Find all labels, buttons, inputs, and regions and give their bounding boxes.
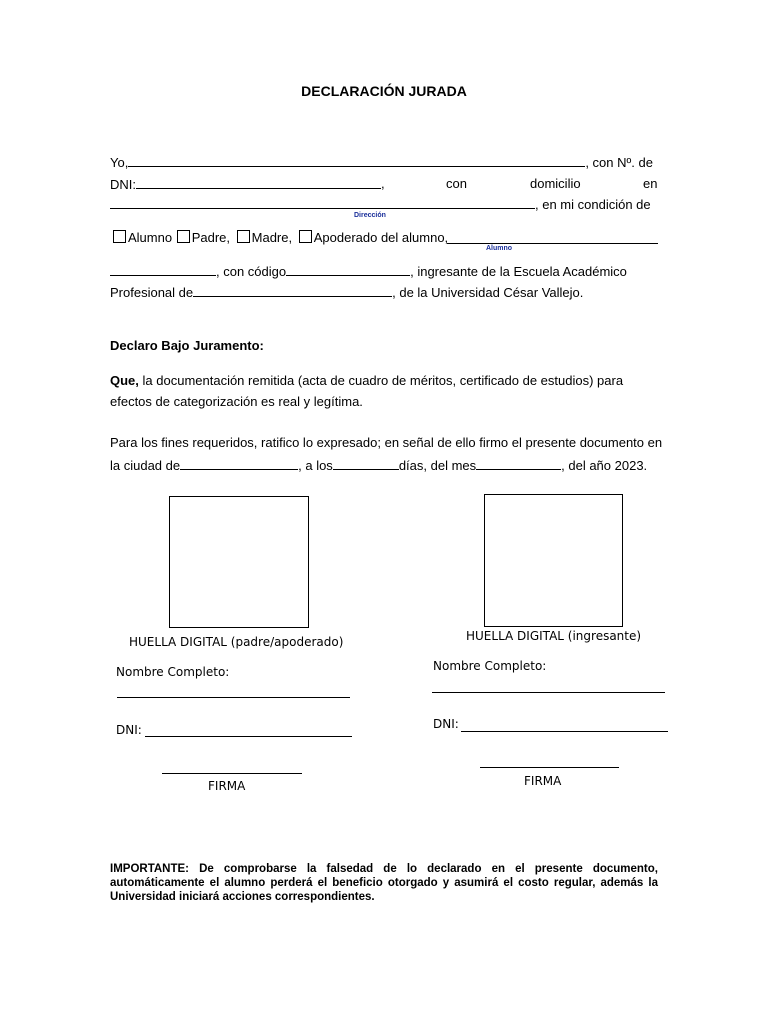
ciudad-field[interactable] [180,457,298,470]
padre-label: Padre, [191,230,231,245]
condition-options [113,230,448,245]
codigo-label: , con código [216,264,287,279]
con-no-label: , con Nº. de [585,155,653,170]
line5-blank[interactable] [110,263,216,276]
dni-comma: , [381,176,385,191]
codigo-line [110,263,627,279]
huella-box-ingresante[interactable] [484,494,623,627]
que-text-line2: efectos de categorización es real y legítima. [110,394,363,409]
alumno-hint: Alumno [486,245,513,252]
nombre-field-ingresante[interactable] [432,692,665,693]
profesional-line [110,284,583,300]
firma-label-padre: FIRMA [208,779,246,793]
firma-line-padre[interactable] [162,773,302,774]
dias-label: días, del mes [398,458,477,473]
ciudad-label: la ciudad de [110,458,181,473]
direccion-hint: Dirección [354,212,386,219]
declaro-heading: Declaro Bajo Juramento: [110,338,264,353]
madre-checkbox[interactable] [237,230,250,243]
en-word: en [643,176,658,191]
mes-field[interactable] [476,457,561,470]
importante-notice: IMPORTANTE: De comprobarse la falsedad de lo declarado en el presente documento, automáticamente el alumno perderá el beneficio otorgado y asumirá el costo regular, además la Universidad iniciará acciones correspondientes. [110,863,658,903]
nombre-label-padre: Nombre Completo: [116,665,230,679]
profesional-label: Profesional de [110,285,194,300]
a-los-label: , a los [298,458,333,473]
escuela-label: , ingresante de la Escuela Académico [410,264,627,279]
nombre-field-padre[interactable] [117,697,350,698]
universidad-label: , de la Universidad César Vallejo. [392,285,584,300]
alumno-name-field[interactable] [447,243,658,244]
padre-checkbox[interactable] [177,230,190,243]
dni-field-ingresante[interactable] [461,731,668,732]
firma-label-ingresante: FIRMA [524,774,562,788]
madre-label: Madre, [251,230,293,245]
que-bold: Que, [110,373,139,388]
dni-field-padre[interactable] [145,736,352,737]
yo-line [110,154,653,170]
fines-line2 [110,457,647,473]
apoderado-checkbox[interactable] [299,230,312,243]
apoderado-label: Apoderado del alumno, [313,230,449,245]
que-text: la documentación remitida (acta de cuadro de méritos, certificado de estudios) para [138,373,624,388]
con-word: con [446,176,467,191]
condicion-label: , en mi condición de [535,197,651,212]
alumno-label: Alumno [128,230,173,245]
que-paragraph [110,373,623,388]
dni-label: DNI: [110,177,136,192]
dni-field[interactable] [136,176,381,189]
codigo-field[interactable] [286,263,410,276]
domicilio-word: domicilio [530,176,581,191]
dni-label-ingresante: DNI: [433,717,459,731]
escuela-field[interactable] [193,284,392,297]
alumno-checkbox[interactable] [113,230,126,243]
page-title: DECLARACIÓN JURADA [301,83,467,99]
huella-box-padre[interactable] [169,496,309,628]
nombre-label-ingresante: Nombre Completo: [433,659,547,673]
yo-label: Yo, [110,155,129,170]
direccion-field[interactable] [110,196,535,209]
anio-label: , del año 2023. [561,458,648,473]
huella-label-ingresante: HUELLA DIGITAL (ingresante) [466,629,642,643]
direccion-line [110,196,651,212]
dias-field[interactable] [333,457,399,470]
dni-label-padre: DNI: [116,723,142,737]
firma-line-ingresante[interactable] [480,767,619,768]
name-field[interactable] [128,154,585,167]
fines-line1: Para los fines requeridos, ratifico lo expresado; en señal de ello firmo el presente documento en [110,435,663,450]
dni-label-wrap [110,176,381,192]
huella-label-padre: HUELLA DIGITAL (padre/apoderado) [129,635,344,649]
